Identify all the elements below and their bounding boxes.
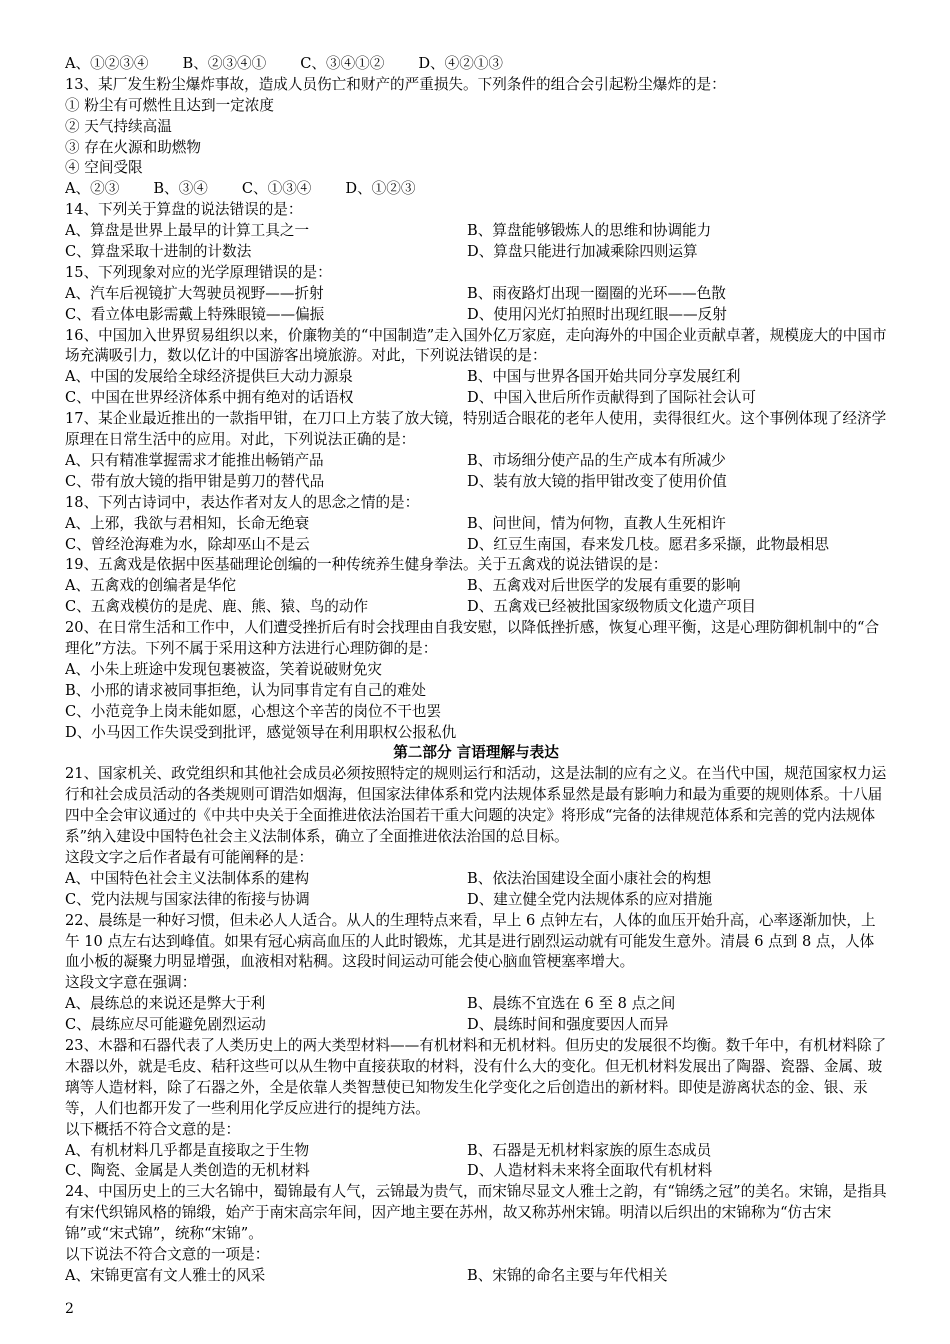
option-row (65, 1161, 887, 1182)
option: A、只有精准掌握需求才能推出畅销产品 (65, 451, 324, 469)
option-row (65, 472, 887, 493)
option-row (65, 597, 887, 618)
question-item: ③ 存在火源和助燃物 (65, 138, 201, 156)
option: A、中国特色社会主义法制体系的建构 (65, 869, 310, 887)
option: B、宋锦的命名主要与年代相关 (467, 1266, 668, 1284)
option: D、晨练时间和强度要因人而异 (467, 1016, 669, 1034)
q12-options (65, 54, 887, 75)
option: C、看立体电影需戴上特殊眼镜——偏振 (65, 305, 325, 323)
option: C、五禽戏模仿的是虎、鹿、熊、猿、鸟的动作 (65, 598, 369, 616)
option: B、中国与世界各国开始共同分享发展红利 (467, 368, 741, 386)
option: D、算盘只能进行加减乘除四则运算 (467, 243, 698, 261)
question-stem: 21、国家机关、政党组织和其他社会成员必须按照特定的规则运行和活动，这是法制的应有之义。在当代中国，规范国家权力运行和社会成员活动的各类规则可谓浩如烟海，但国家法律体系和党内法规体系显然是最有影响力和最为重要的规则体系。十八届四中全会审议通过的《中共中央关于全面推进依法治国若干重大问题的决定》将形成“完备的法律规范体系和完善的党内法规体系”纳入建设中国特色社会主义法制体系，确立了全面推进依法治国的总目标。 (65, 765, 887, 846)
option: C、算盘采取十进制的计数法 (65, 243, 252, 261)
option: A、中国的发展给全球经济提供巨大动力源泉 (65, 368, 353, 386)
option: A、上邪，我欲与君相知，长命无绝衰 (65, 514, 310, 532)
option: D、中国入世后所作贡献得到了国际社会认可 (467, 389, 756, 407)
question-stem: 15、下列现象对应的光学原理错误的是： (65, 263, 332, 281)
option-row (65, 451, 887, 472)
option-row (65, 1141, 887, 1162)
option-row (65, 367, 887, 388)
option: A、②③ (65, 180, 120, 198)
question-item: ④ 空间受限 (65, 159, 143, 177)
option-row (65, 305, 887, 326)
option: B、小邢的请求被同事拒绝，认为同事肯定有自己的难处 (65, 681, 426, 699)
option-row (65, 221, 887, 242)
option: D、人造材料未来将全面取代有机材料 (467, 1162, 713, 1180)
option: B、石器是无机材料家族的原生态成员 (467, 1141, 712, 1159)
option: B、市场细分使产品的生产成本有所减少 (467, 451, 726, 469)
option: B、③④ (153, 180, 208, 198)
option: C、带有放大镜的指甲钳是剪刀的替代品 (65, 472, 325, 490)
option: A、有机材料几乎都是直接取之于生物 (65, 1141, 310, 1159)
option: A、宋锦更富有文人雅士的风采 (65, 1266, 266, 1284)
option-row (65, 576, 887, 597)
question-stem: 20、在日常生活和工作中，人们遭受挫折后有时会找理由自我安慰，以降低挫折感，恢复心理平衡，这是心理防御机制中的“合理化”方法。下列不属于采用这种方法进行心理防御的是： (65, 619, 880, 658)
option-row (65, 514, 887, 535)
option: A、五禽戏的创编者是华佗 (65, 577, 237, 595)
option: C、小范竞争上岗未能如愿，心想这个辛苦的岗位不干也罢 (65, 702, 442, 720)
option: B、算盘能够锻炼人的思维和协调能力 (467, 222, 712, 240)
option: A、小朱上班途中发现包裹被盗，笑着说破财免灾 (65, 660, 383, 678)
option: B、五禽戏对后世医学的发展有重要的影响 (467, 577, 741, 595)
option-row (65, 284, 887, 305)
option: D、使用闪光灯拍照时出现红眼——反射 (467, 305, 727, 323)
option-row (65, 890, 887, 911)
option: A、汽车后视镜扩大驾驶员视野——折射 (65, 284, 324, 302)
option: C、陶瓷、金属是人类创造的无机材料 (65, 1162, 310, 1180)
option-row (65, 535, 887, 556)
option: B、问世间，情为何物，直教人生死相许 (467, 514, 726, 532)
question-stem: 18、下列古诗词中，表达作者对友人的思念之情的是： (65, 493, 420, 511)
option-row (65, 242, 887, 263)
q13-options (65, 179, 887, 200)
option: A、①②③④ (65, 55, 149, 72)
option: C、党内法规与国家法律的衔接与协调 (65, 890, 310, 908)
question-stem: 19、五禽戏是依据中医基础理论创编的一种传统养生健身拳法。关于五禽戏的说法错误的是： (65, 556, 668, 574)
option-row (65, 388, 887, 409)
option: B、依法治国建设全面小康社会的构想 (467, 869, 712, 887)
option: A、算盘是世界上最早的计算工具之一 (65, 222, 310, 240)
option: C、中国在世界经济体系中拥有绝对的话语权 (65, 389, 354, 407)
question-stem: 24、中国历史上的三大名锦中，蜀锦最有人气，云锦最为贵气，而宋锦尽显文人雅士之韵，有“锦绣之冠”的美名。宋锦，是指具有宋代织锦风格的锦缎，始产于南宋高宗年间，因产地主要在苏州，故又称苏州宋锦。明清以后织出的宋锦称为“仿古宋锦”或“宋式锦”，统称“宋锦”。 (65, 1183, 887, 1243)
question-stem: 22、晨练是一种好习惯，但未必人人适合。从人的生理特点来看，早上 6 点钟左右，人体的血压开始升高，心率逐渐加快，上午 10 点左右达到峰值。如果有冠心病高血压的人此时锻炼，尤其是进行剧烈运动就有可能发生意外。清晨 6 点到 8 点，人体血小板的凝聚力明显增强，血液相对粘稠。这段时间运动可能会使心脑血管梗塞率增大。 (65, 911, 876, 971)
question-stem: 17、某企业最近推出的一款指甲钳，在刀口上方装了放大镜，特别适合眼花的老年人使用，卖得很红火。这个事例体现了经济学原理在日常生活中的应用。对此，下列说法正确的是： (65, 410, 887, 449)
question-item: ① 粉尘有可燃性且达到一定浓度 (65, 96, 274, 114)
option: C、①③④ (241, 180, 312, 198)
option: D、④②①③ (418, 55, 504, 72)
question-prompt: 这段文字之后作者最有可能阐释的是： (65, 849, 314, 866)
option-row (65, 1015, 887, 1036)
option: B、晨练不宜选在 6 至 8 点之间 (467, 995, 676, 1013)
option-row (65, 869, 887, 890)
question-prompt: 以下概括不符合文意的是： (65, 1120, 241, 1138)
question-stem: 14、下列关于算盘的说法错误的是： (65, 201, 303, 219)
option-row (65, 994, 887, 1015)
page-number: 2 (65, 1301, 74, 1317)
document-body (65, 54, 887, 1287)
option-row (65, 1266, 887, 1287)
option: A、晨练总的来说还是弊大于利 (65, 995, 266, 1013)
option: D、①②③ (345, 180, 416, 198)
question-item: ② 天气持续高温 (65, 117, 172, 135)
question-prompt: 这段文字意在强调： (65, 974, 197, 992)
option: C、曾经沧海难为水，除却巫山不是云 (65, 535, 310, 553)
option: D、装有放大镜的指甲钳改变了使用价值 (467, 472, 727, 490)
question-stem: 13、某厂发生粉尘爆炸事故，造成人员伤亡和财产的严重损失。下列条件的组合会引起粉尘爆炸的是： (65, 75, 726, 93)
option: D、五禽戏已经被批国家级物质文化遗产项目 (467, 598, 756, 616)
option: B、②③④① (182, 55, 267, 72)
section-title: 第二部分 言语理解与表达 (393, 744, 559, 762)
option: D、小马因工作失误受到批评，感觉领导在利用职权公报私仇 (65, 723, 457, 741)
option: C、晨练应尽可能避免剧烈运动 (65, 1016, 266, 1034)
option: C、③④①② (300, 55, 385, 72)
question-stem: 23、木器和石器代表了人类历史上的两大类型材料——有机材料和无机材料。但历史的发展很不均衡。数千年中，有机材料除了木器以外，就是毛皮、秸秆这些可以从生物中直接获取的材料，没有什么大的变化。但无机材料发展出了陶器、瓷器、金属、玻璃等人造材料，除了石器之外，全是依靠人类智慧使已知物发生化学变化之后创造出的新材料。即使是游离状态的金、银、汞等，人们也都开发了一些利用化学反应进行的提纯方法。 (65, 1037, 887, 1117)
question-stem: 16、中国加入世界贸易组织以来，价廉物美的“中国制造”走入国外亿万家庭，走向海外的中国企业贡献卓著，规模庞大的中国市场充满吸引力，数以亿计的中国游客出境旅游。对此，下列说法错误的是： (65, 326, 887, 365)
question-prompt: 以下说法不符合文意的一项是： (65, 1246, 270, 1264)
option: B、雨夜路灯出现一圈圈的光环——色散 (467, 284, 726, 302)
option: D、红豆生南国，春来发几枝。愿君多采撷，此物最相思 (467, 535, 829, 553)
option: D、建立健全党内法规体系的应对措施 (467, 890, 713, 908)
